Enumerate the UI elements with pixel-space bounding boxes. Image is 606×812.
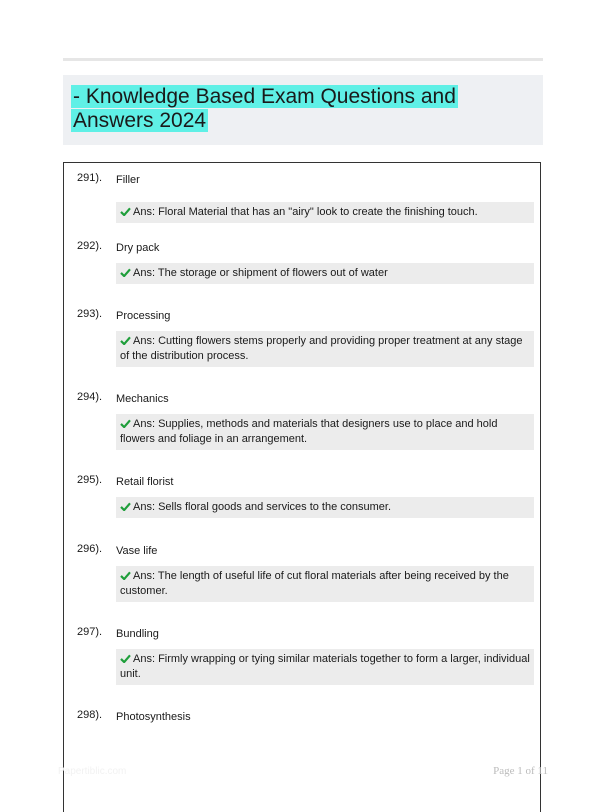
- check-icon: [120, 207, 131, 216]
- question-number: 294).: [77, 391, 103, 403]
- check-icon: [120, 268, 131, 277]
- question-term: Filler: [116, 174, 140, 186]
- answer-text: Ans: The length of useful life of cut floral materials after being received by the customer.: [120, 570, 509, 597]
- answer-box: [116, 497, 534, 518]
- answer-text: Ans: Floral Material that has an "airy" look to create the finishing touch.: [133, 206, 478, 218]
- question-number: 295).: [77, 474, 103, 486]
- question-term: Mechanics: [116, 393, 169, 405]
- check-icon: [120, 502, 131, 511]
- question-term: Processing: [116, 310, 171, 322]
- answer-text: Ans: Firmly wrapping or tying similar materials together to form a larger, individual unit.: [120, 653, 530, 680]
- top-divider: [63, 58, 543, 61]
- check-icon: [120, 654, 131, 663]
- answer-box: [116, 263, 534, 284]
- title-banner: [63, 75, 543, 145]
- question-number: 296).: [77, 543, 103, 555]
- answer-box: [116, 331, 534, 367]
- answer-text: Ans: The storage or shipment of flowers out of water: [133, 267, 388, 279]
- check-icon: [120, 571, 131, 580]
- qa-list: [63, 162, 541, 812]
- answer-box: [116, 566, 534, 602]
- page-indicator: Page 1 of 11: [493, 765, 548, 777]
- question-term: Bundling: [116, 628, 159, 640]
- footer-watermark: Papertiblic.com: [58, 766, 127, 777]
- check-icon: [120, 336, 131, 345]
- check-icon: [120, 419, 131, 428]
- answer-text: Ans: Cutting flowers stems properly and providing proper treatment at any stage of the distribution process.: [120, 335, 523, 362]
- answer-box: [116, 414, 534, 450]
- answer-text: Ans: Sells floral goods and services to the consumer.: [133, 501, 392, 513]
- question-term: Vase life: [116, 545, 158, 557]
- answer-text: Ans: Supplies, methods and materials that designers use to place and hold flowers and foliage in an arrangement.: [120, 418, 498, 445]
- answer-box: [116, 649, 534, 685]
- question-number: 298).: [77, 709, 103, 721]
- question-number: 293).: [77, 308, 103, 320]
- question-number: 297).: [77, 626, 103, 638]
- question-term: Photosynthesis: [116, 711, 191, 723]
- question-number: 291).: [77, 172, 103, 184]
- document-title: - Knowledge Based Exam Questions and Answers 2024: [73, 85, 456, 132]
- answer-box: [116, 202, 534, 223]
- question-term: Retail florist: [116, 476, 174, 488]
- question-number: 292).: [77, 240, 103, 252]
- question-term: Dry pack: [116, 242, 160, 254]
